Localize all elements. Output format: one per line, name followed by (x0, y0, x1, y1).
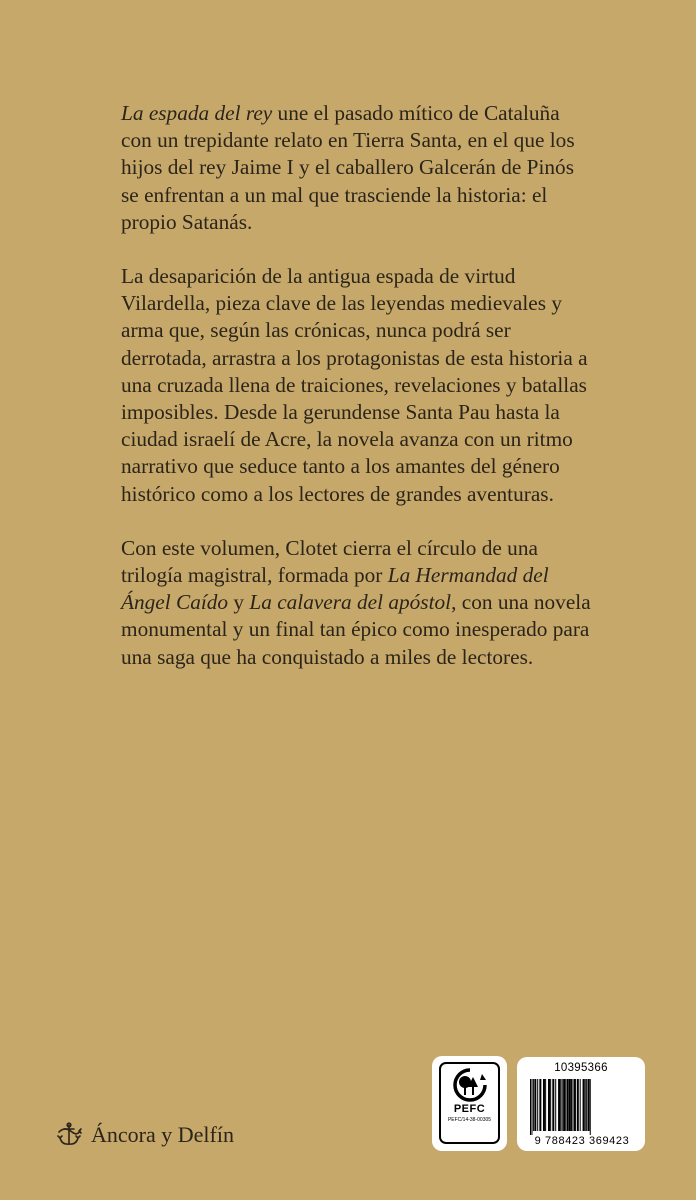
barcode-bar (572, 1079, 573, 1131)
barcode-isbn-digits: 9 788423 369423 (534, 1135, 630, 1147)
publisher-name: Áncora y Delfín (91, 1122, 234, 1147)
pefc-label: PEFC (453, 1103, 486, 1115)
series-title-1: La Hermandad del Ángel Caído (121, 563, 549, 615)
blurb-paragraph-1-text: une el pasado mítico de Cataluña con un trepidante relato en Tierra Santa, en el que los hijos del rey Jaime I y el caballero Galcerán de Pinós se enfrentan a un mal que trasciende la historia: el propio Satanás. (121, 101, 575, 234)
barcode-bar (580, 1079, 581, 1131)
pefc-certification (432, 1056, 507, 1151)
barcode-bar (562, 1079, 563, 1131)
barcode-bar (539, 1079, 541, 1131)
barcode-bar (588, 1079, 590, 1131)
blurb-paragraph-3-tail: , con una novela monumental y un final tan épico como inesperado para una saga que ha conquistado a miles de lectores. (121, 590, 591, 669)
barcode-bar (567, 1079, 569, 1131)
barcode-bar (563, 1079, 565, 1131)
book-title: La espada del rey (121, 101, 273, 125)
barcode-bar (560, 1079, 561, 1131)
barcode-bar (590, 1079, 591, 1135)
blurb-paragraph-3-join: y (228, 590, 250, 615)
pefc-frame (439, 1062, 500, 1144)
barcode-ref-number: 10395366 (554, 1062, 608, 1074)
barcode-bar (545, 1079, 546, 1131)
blurb-paragraph-3 (121, 535, 591, 671)
barcode-bar (571, 1079, 572, 1131)
barcode-bar (533, 1079, 534, 1131)
anchor-dolphin-icon (55, 1122, 83, 1148)
barcode-bar (537, 1079, 538, 1131)
barcode-bar (577, 1079, 579, 1131)
blurb-paragraph-3-lead: Con este volumen, Clotet cierra el círculo de una trilogía magistral, formada por (121, 535, 538, 588)
barcode-bar (569, 1079, 571, 1131)
blurb-paragraph-2: La desaparición de la antigua espada de virtud Vilardella, pieza clave de las leyendas medievales y arma que, según las crónicas, nunca podrá ser derrotada, arrastra a los protagonistas de esta historia a una cruzada llena de traiciones, revelaciones y batallas imposibles. Desde la gerundense Santa Pau hasta la ciudad israelí de Acre, la novela avanza con un ritmo narrativo que seduce tanto a los amantes del género histórico como a los lectores de grandes aventuras. (121, 264, 588, 506)
barcode-bars (524, 1079, 638, 1137)
barcode-bar (558, 1079, 560, 1131)
series-title-2: La calavera del apóstol (249, 590, 452, 615)
pefc-trees-icon (452, 1068, 488, 1102)
barcode-bar (530, 1079, 531, 1135)
barcode-bar (552, 1079, 554, 1131)
barcode-bar (531, 1079, 532, 1135)
publisher-imprint (55, 1122, 234, 1148)
barcode-bar (585, 1079, 586, 1131)
barcode-bar (548, 1079, 550, 1131)
barcode-bar (565, 1079, 566, 1131)
pefc-code: PEFC/14-38-00305 (447, 1117, 492, 1123)
barcode-bar (586, 1079, 587, 1131)
barcode-bar (534, 1079, 536, 1131)
barcode-bar (543, 1079, 545, 1131)
isbn-barcode (517, 1057, 645, 1151)
back-cover-blurb (121, 100, 591, 698)
barcode-bar (555, 1079, 556, 1131)
barcode-bar (550, 1079, 551, 1131)
barcode-bar (574, 1079, 576, 1131)
barcode-bar (583, 1079, 585, 1131)
blurb-paragraph-1 (121, 100, 591, 236)
